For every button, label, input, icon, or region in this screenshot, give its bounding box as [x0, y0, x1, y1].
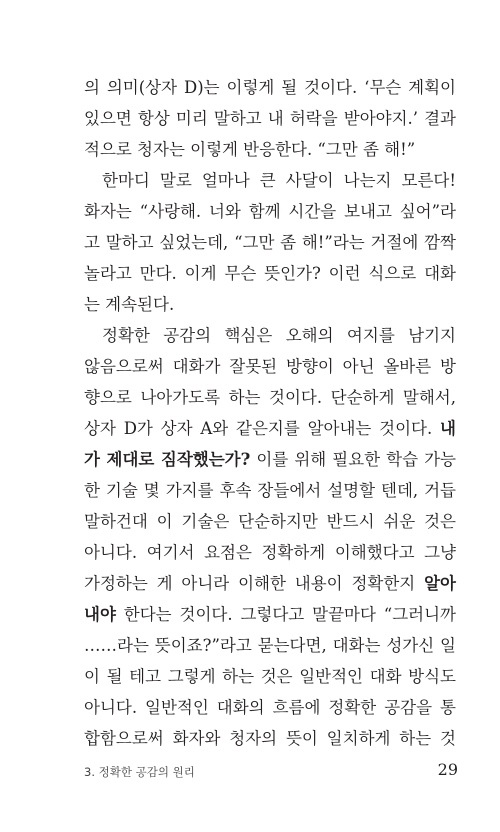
bold-text-run: 내: [440, 419, 456, 438]
text-run: 말하건대 이 기술은 단순하지만 반드시 쉬운 것은: [84, 512, 456, 531]
text-run: 의 의미(상자 D)는 이렇게 될 것이다. ‘무슨 계획이: [84, 78, 456, 97]
bold-text-run: 알아: [424, 574, 456, 593]
text-line: [84, 506, 456, 537]
text-line: [84, 692, 456, 723]
text-line: [84, 134, 456, 165]
text-run: 한다는 것이다. 그렇다고 말끝마다 “그러니까: [115, 605, 456, 624]
text-line: [84, 196, 456, 227]
text-run: 화자는 “사랑해. 너와 함께 시간을 보내고 싶어”라: [84, 202, 456, 221]
text-line: [84, 630, 456, 661]
text-run: 한마디 말로 얼마나 큰 사달이 나는지 모른다!: [102, 171, 456, 190]
text-run: 아니다. 일반적인 대화의 흐름에 정확한 공감을 통: [84, 698, 456, 717]
text-line: [84, 227, 456, 258]
text-run: 가정하는 게 아니라 이해한 내용이 정확한지: [84, 574, 425, 593]
text-run: 놀라고 만다. 이게 무슨 뜻인가? 이런 식으로 대화: [84, 264, 456, 283]
text-run: 않음으로써 대화가 잘못된 방향이 아닌 올바른 방: [84, 357, 456, 376]
bold-text-run: 내야: [84, 605, 116, 624]
text-run: 합함으로써 화자와 청자의 뜻이 일치하게 하는 것: [84, 729, 456, 748]
text-run: 적으로 청자는 이렇게 반응한다. “그만 좀 해!”: [84, 140, 416, 159]
text-line: [84, 599, 456, 630]
text-run: 이를 위해 필요한 학습 가능: [250, 450, 456, 469]
text-line: [84, 475, 456, 506]
text-run: 이 될 테고 그렇게 하는 것은 일반적인 대화 방식도: [84, 667, 456, 686]
text-line: [84, 72, 456, 103]
body-text: [84, 72, 456, 754]
text-line: [84, 444, 456, 475]
page-number: 29: [437, 760, 458, 779]
text-line: [84, 382, 456, 413]
text-line: [84, 723, 456, 754]
running-footer-chapter: 3. 정확한 공감의 원리: [84, 765, 195, 779]
text-line: [84, 165, 456, 196]
text-run: ……라는 뜻이죠?”라고 묻는다면, 대화는 성가신 일: [84, 636, 456, 655]
text-run: 는 계속된다.: [84, 295, 175, 314]
text-line: [84, 413, 456, 444]
text-line: [84, 289, 456, 320]
text-run: 향으로 나아가도록 하는 것이다. 단순하게 말해서,: [84, 388, 456, 407]
text-run: 아니다. 여기서 요점은 정확하게 이해했다고 그냥: [84, 543, 456, 562]
bold-text-run: 가 제대로 짐작했는가?: [84, 450, 251, 469]
text-line: [84, 320, 456, 351]
text-run: 고 말하고 싶었는데, “그만 좀 해!”라는 거절에 깜짝: [84, 233, 456, 252]
text-line: [84, 258, 456, 289]
text-run: 정확한 공감의 핵심은 오해의 여지를 남기지: [102, 326, 456, 345]
text-line: [84, 568, 456, 599]
text-run: 상자 D가 상자 A와 같은지를 알아내는 것이다.: [84, 419, 441, 438]
text-run: 한 기술 몇 가지를 후속 장들에서 설명할 텐데, 거듭: [84, 481, 456, 500]
text-line: [84, 351, 456, 382]
text-line: [84, 661, 456, 692]
text-line: [84, 537, 456, 568]
text-run: 있으면 항상 미리 말하고 내 허락을 받아야지.’ 결과: [84, 109, 456, 128]
text-line: [84, 103, 456, 134]
